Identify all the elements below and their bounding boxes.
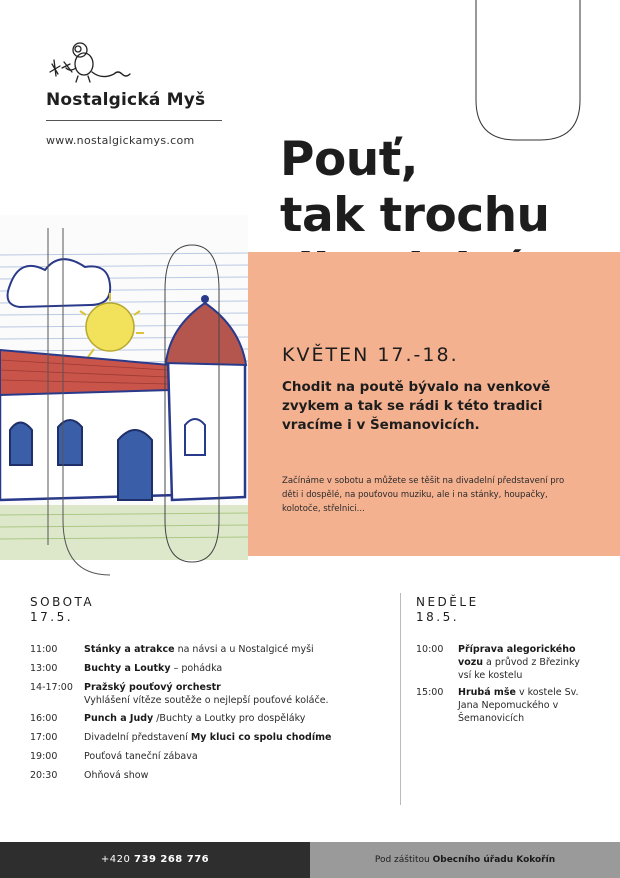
phone-prefix: +420: [100, 854, 135, 865]
footer-patron: [310, 842, 620, 878]
saturday-heading: [30, 595, 94, 625]
event-time: 15:00: [416, 687, 444, 698]
schedule-row: [30, 643, 390, 656]
event-time: 16:00: [30, 713, 58, 724]
saturday-date: 17.5.: [30, 610, 74, 624]
schedule-row: [30, 750, 390, 763]
event-detail: – pohádka: [170, 663, 223, 674]
event-title: My kluci co spolu chodíme: [190, 732, 332, 743]
child-drawing-image: [0, 215, 248, 560]
mouse-logo: [44, 38, 224, 86]
brand-name: Nostalgická Myš: [46, 90, 206, 110]
sunday-date: 18.5.: [416, 610, 460, 624]
schedule-row: [30, 712, 390, 725]
description-text: Začínáme v sobotu a můžete se těšit na divadelní představení pro děti i dospělé, na pouťovou muziku, ale i na stánky, houpačky, kolotoče, střelnici...: [282, 476, 565, 514]
intro-text: Chodit na poutě bývalo na venkově zvykem a tak se rádi k této tradici vracíme i v Šemanovicích.: [282, 379, 551, 433]
event-detail: Pouťová taneční zábava: [84, 751, 198, 762]
schedule-row: [30, 769, 390, 782]
saturday-day: SOBOTA: [30, 595, 95, 609]
event-detail: na návsi a u Nostalgicé myši: [174, 644, 314, 655]
schedule-divider: [400, 593, 401, 805]
event-time: 10:00: [416, 644, 444, 655]
patron-name: Obecního úřadu Kokořín: [432, 855, 556, 865]
phone-digits: 739 268 776: [134, 854, 210, 865]
brand-divider: [46, 120, 222, 121]
event-time: 14-17:00: [30, 682, 73, 693]
event-title: Buchty a Loutky: [84, 663, 171, 674]
schedule-row: [416, 643, 596, 682]
title-line-1: Pouť,: [280, 132, 419, 187]
sunday-heading: [416, 595, 479, 625]
event-date: KVĚTEN 17.-18.: [282, 344, 459, 366]
event-time: 13:00: [30, 663, 58, 674]
event-time: 20:30: [30, 770, 58, 781]
event-title: Punch a Judy: [84, 713, 154, 724]
event-detail: a průvod z Březinky vsí ke kostelu: [458, 657, 580, 681]
schedule-row: [30, 681, 390, 707]
event-time: 19:00: [30, 751, 58, 762]
event-title: Pražský pouťový orchestr: [84, 682, 221, 693]
sunday-day: NEDĚLE: [416, 595, 479, 609]
patron-text: [310, 842, 620, 878]
phone-number[interactable]: [0, 842, 310, 878]
event-detail: /Buchty a Loutky pro dospěláky: [153, 713, 306, 724]
schedule-row: [30, 731, 390, 744]
title-line-2: tak trochu: [280, 188, 550, 243]
event-title: Příprava alegorického vozu: [458, 644, 576, 668]
event-detail: Vyhlášení vítěze soutěže o nejlepší pouťové koláče.: [84, 695, 329, 706]
event-time: 11:00: [30, 644, 58, 655]
schedule-row: [416, 686, 596, 725]
event-detail: Divadelní představení: [84, 732, 191, 743]
event-detail: v kostele Sv. Jana Nepomuckého v Šemanovicích: [458, 687, 579, 724]
event-time: 17:00: [30, 732, 58, 743]
event-detail: Ohňová show: [84, 770, 149, 781]
event-title: Hrubá mše: [458, 687, 516, 698]
website-link[interactable]: www.nostalgickamys.com: [46, 134, 195, 147]
footer-contact: [0, 842, 310, 878]
event-title: Stánky a atrakce: [84, 644, 175, 655]
patron-prefix: Pod záštitou: [374, 855, 433, 865]
schedule-row: [30, 662, 390, 675]
